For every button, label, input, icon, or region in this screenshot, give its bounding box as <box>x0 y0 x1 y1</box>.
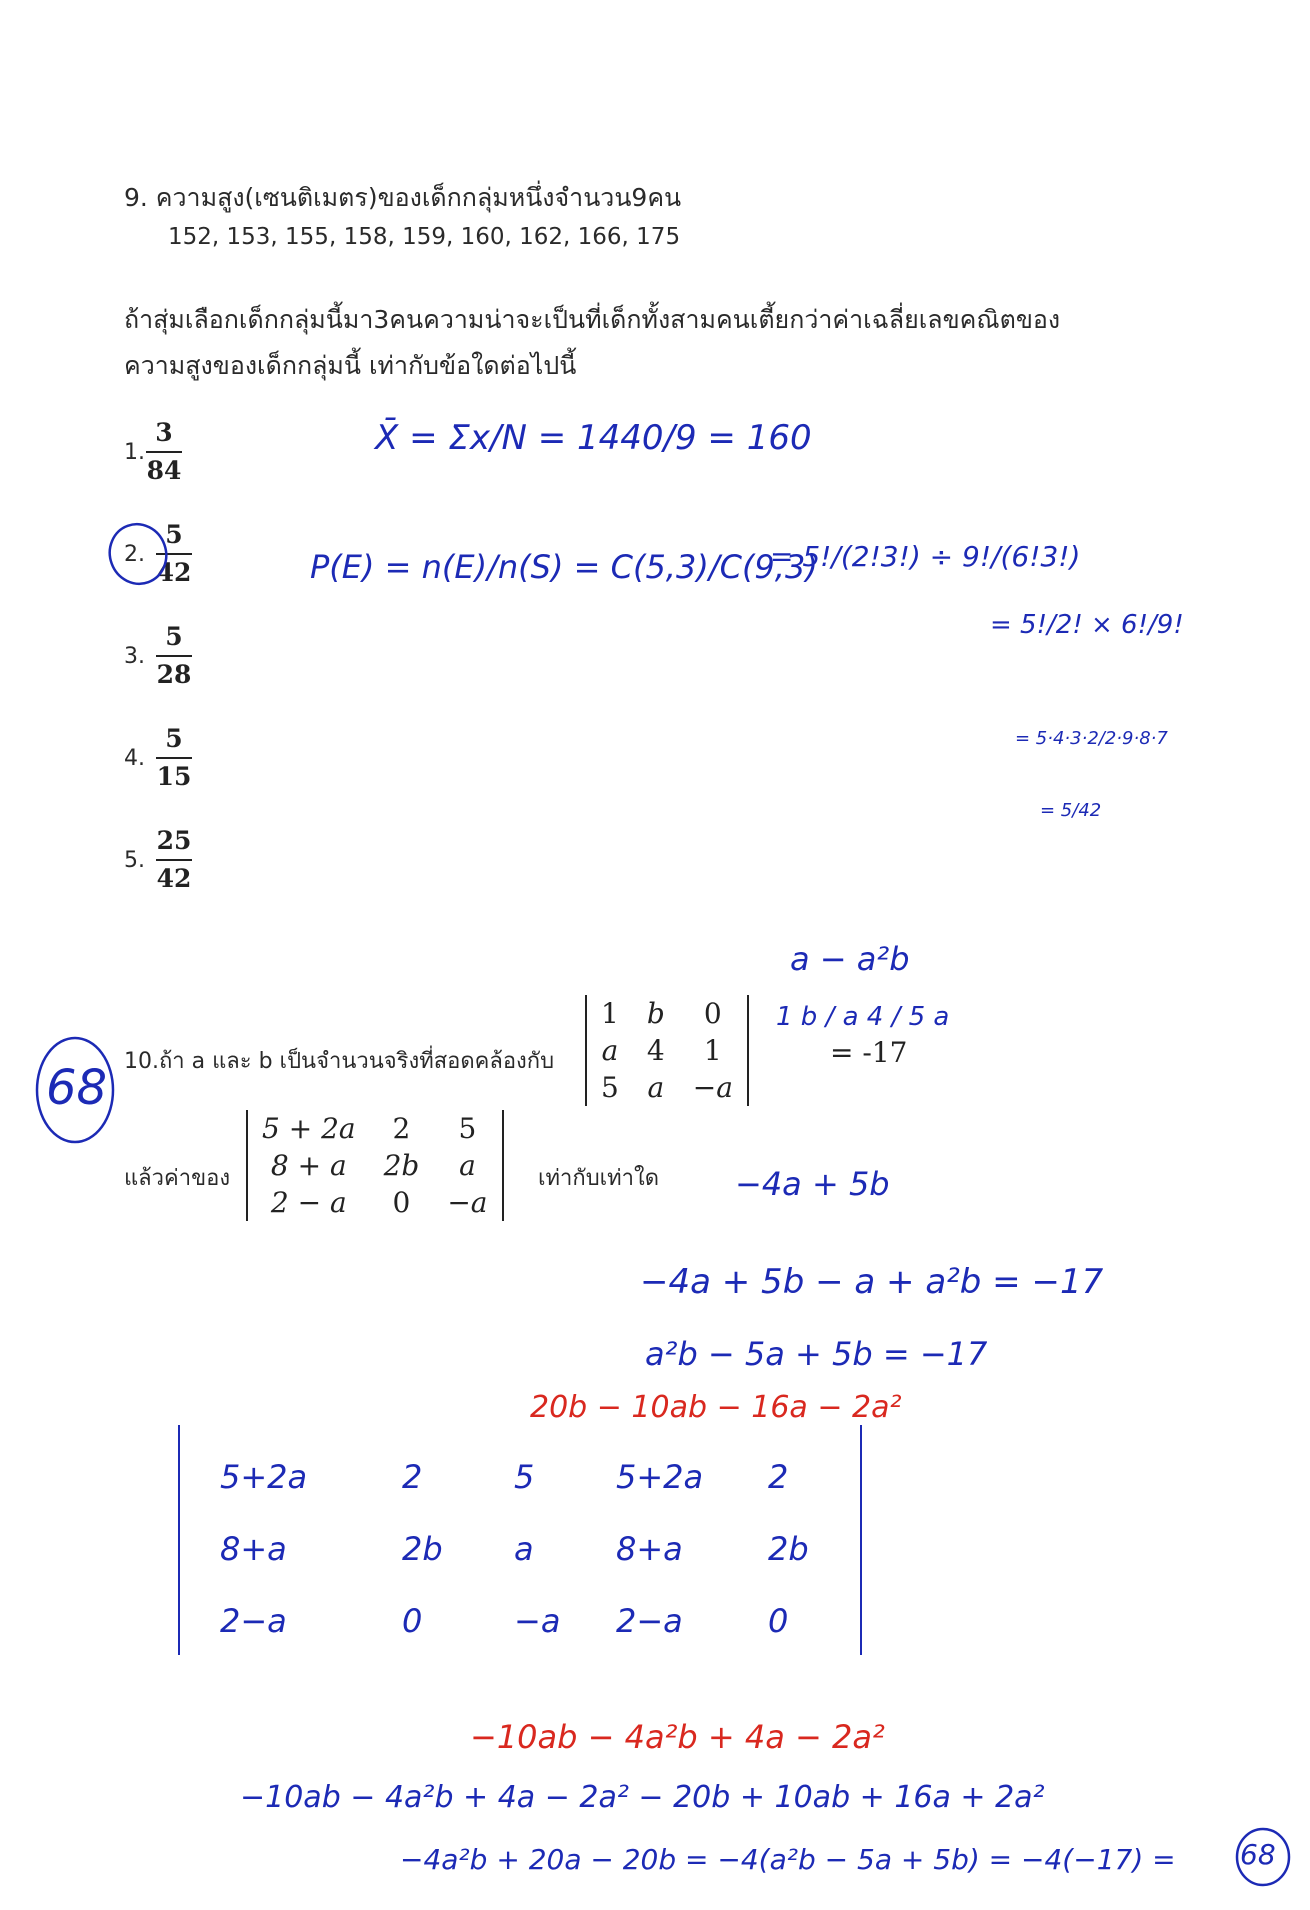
m-r3c1: 2−a <box>220 1602 287 1640</box>
choice-1-num: 3 <box>155 418 173 447</box>
m-r3c2: 0 <box>402 1602 423 1640</box>
choice-3-label: 3. <box>124 644 145 669</box>
d2-r1c3: 5 <box>458 1112 477 1145</box>
hw-final: 68 <box>1240 1838 1276 1871</box>
d1-r2c1: a <box>601 1034 619 1067</box>
hw-red2: −10ab − 4a²b + 4a − 2a² <box>470 1718 885 1756</box>
choice-5-num: 25 <box>156 826 192 855</box>
choice-4-den: 15 <box>156 762 192 791</box>
m-r1c1: 5+2a <box>220 1458 308 1496</box>
choice-4-fraction <box>156 724 192 791</box>
score: 68 <box>46 1060 108 1116</box>
q9-prompt-line1: ถ้าสุ่มเลือกเด็กกลุ่มนี้มา3คนความน่าจะเป็นที่เด็กทั้งสามคนเตี้ยกว่าค่าเฉลี่ยเลขคณิตของ <box>124 305 1061 334</box>
hw-step1: = 5!/(2!3!) ÷ 9!/(6!3!) <box>770 540 1081 573</box>
hw-diag2: −4a + 5b <box>735 1165 890 1203</box>
d2-r3c1: 2 − a <box>270 1186 347 1219</box>
choice-2-circle-icon <box>104 512 174 592</box>
q10-equals: = -17 <box>830 1036 908 1069</box>
m-r3c4: 2−a <box>616 1602 683 1640</box>
d1-r2c3: 1 <box>703 1034 722 1067</box>
choice-5-fraction <box>156 826 192 893</box>
d1-r1c2: b <box>646 997 665 1030</box>
d2-r3c2: 0 <box>392 1186 411 1219</box>
m-r1c2: 2 <box>402 1458 423 1496</box>
d2-r2c3: a <box>459 1149 476 1182</box>
d1-r1c1: 1 <box>601 997 619 1030</box>
d1-r3c2: a <box>647 1071 665 1104</box>
q9-title: 9. ความสูง(เซนติเมตร)ของเด็กกลุ่มหนึ่งจำนวน9คน <box>124 183 682 212</box>
choice-1-label: 1. <box>124 440 145 465</box>
hw-red1: 20b − 10ab − 16a − 2a² <box>530 1390 902 1425</box>
d1-r2c2: 4 <box>646 1034 665 1067</box>
hw-matrix <box>178 1425 862 1655</box>
choice-4-label: 4. <box>124 746 145 771</box>
hw-step3: = 5·4·3·2/2·9·8·7 <box>1015 728 1168 749</box>
hw-diag1: a − a²b <box>790 940 910 978</box>
d1-r1c3: 0 <box>703 997 722 1030</box>
hw-side-cols: 1 b / a 4 / 5 a <box>776 1002 950 1032</box>
d1-r3c3: −a <box>692 1071 733 1104</box>
m-r3c3: −a <box>514 1602 561 1640</box>
q10-then-suffix: เท่ากับเท่าใด <box>538 1166 660 1191</box>
hw-line2: −4a²b + 20a − 20b = −4(a²b − 5a + 5b) = −4(−17) = <box>400 1843 1176 1876</box>
choice-5-den: 42 <box>156 864 192 893</box>
choice-3-fraction <box>156 622 192 689</box>
d2-r2c2: 2b <box>383 1149 420 1182</box>
d2-r2c1: 8 + a <box>270 1149 347 1182</box>
choice-1-den: 84 <box>146 456 182 485</box>
d2-r1c1: 5 + 2a <box>262 1112 356 1145</box>
m-r2c1: 8+a <box>220 1530 287 1568</box>
q9-heights: 152, 153, 155, 158, 159, 160, 162, 166, 175 <box>168 224 681 250</box>
choice-3-num: 5 <box>165 622 183 651</box>
choice-2-den: 42 <box>156 558 192 587</box>
choice-5-label: 5. <box>124 848 145 873</box>
choice-2-num: 5 <box>165 520 183 549</box>
d2-r1c2: 2 <box>392 1112 411 1145</box>
q10-then-prefix: แล้วค่าของ <box>124 1166 231 1191</box>
hw-step4: = 5/42 <box>1040 800 1102 821</box>
choice-1-fraction <box>146 418 182 485</box>
q10-determinant-2 <box>246 1110 504 1221</box>
choice-3-den: 28 <box>156 660 192 689</box>
hw-eq2: a²b − 5a + 5b = −17 <box>645 1335 988 1373</box>
hw-eq1: −4a + 5b − a + a²b = −17 <box>640 1262 1104 1302</box>
d1-r3c1: 5 <box>601 1071 619 1104</box>
m-r2c2: 2b <box>402 1530 443 1568</box>
q10-prefix: 10.ถ้า a และ b เป็นจำนวนจริงที่สอดคล้องกับ <box>124 1049 555 1074</box>
q10-determinant-1 <box>585 995 749 1106</box>
hw-line1: −10ab − 4a²b + 4a − 2a² − 20b + 10ab + 16a + 2a² <box>240 1780 1045 1815</box>
m-r2c3: a <box>514 1530 534 1568</box>
m-r2c4: 8+a <box>616 1530 683 1568</box>
hw-probability: P(E) = n(E)/n(S) = C(5,3)/C(9,3) <box>310 548 818 586</box>
d2-r3c3: −a <box>447 1186 488 1219</box>
hw-step2: = 5!/2! × 6!/9! <box>990 610 1184 640</box>
q9-prompt-line2: ความสูงของเด็กกลุ่มนี้ เท่ากับข้อใดต่อไปนี้ <box>124 351 577 380</box>
m-r1c5: 2 <box>768 1458 789 1496</box>
m-r1c3: 5 <box>514 1458 535 1496</box>
m-r2c5: 2b <box>768 1530 809 1568</box>
choice-4-num: 5 <box>165 724 183 753</box>
hw-mean: X̄ = Σx/N = 1440/9 = 160 <box>375 418 812 458</box>
m-r3c5: 0 <box>768 1602 789 1640</box>
m-r1c4: 5+2a <box>616 1458 704 1496</box>
choice-2-label: 2. <box>124 542 145 567</box>
